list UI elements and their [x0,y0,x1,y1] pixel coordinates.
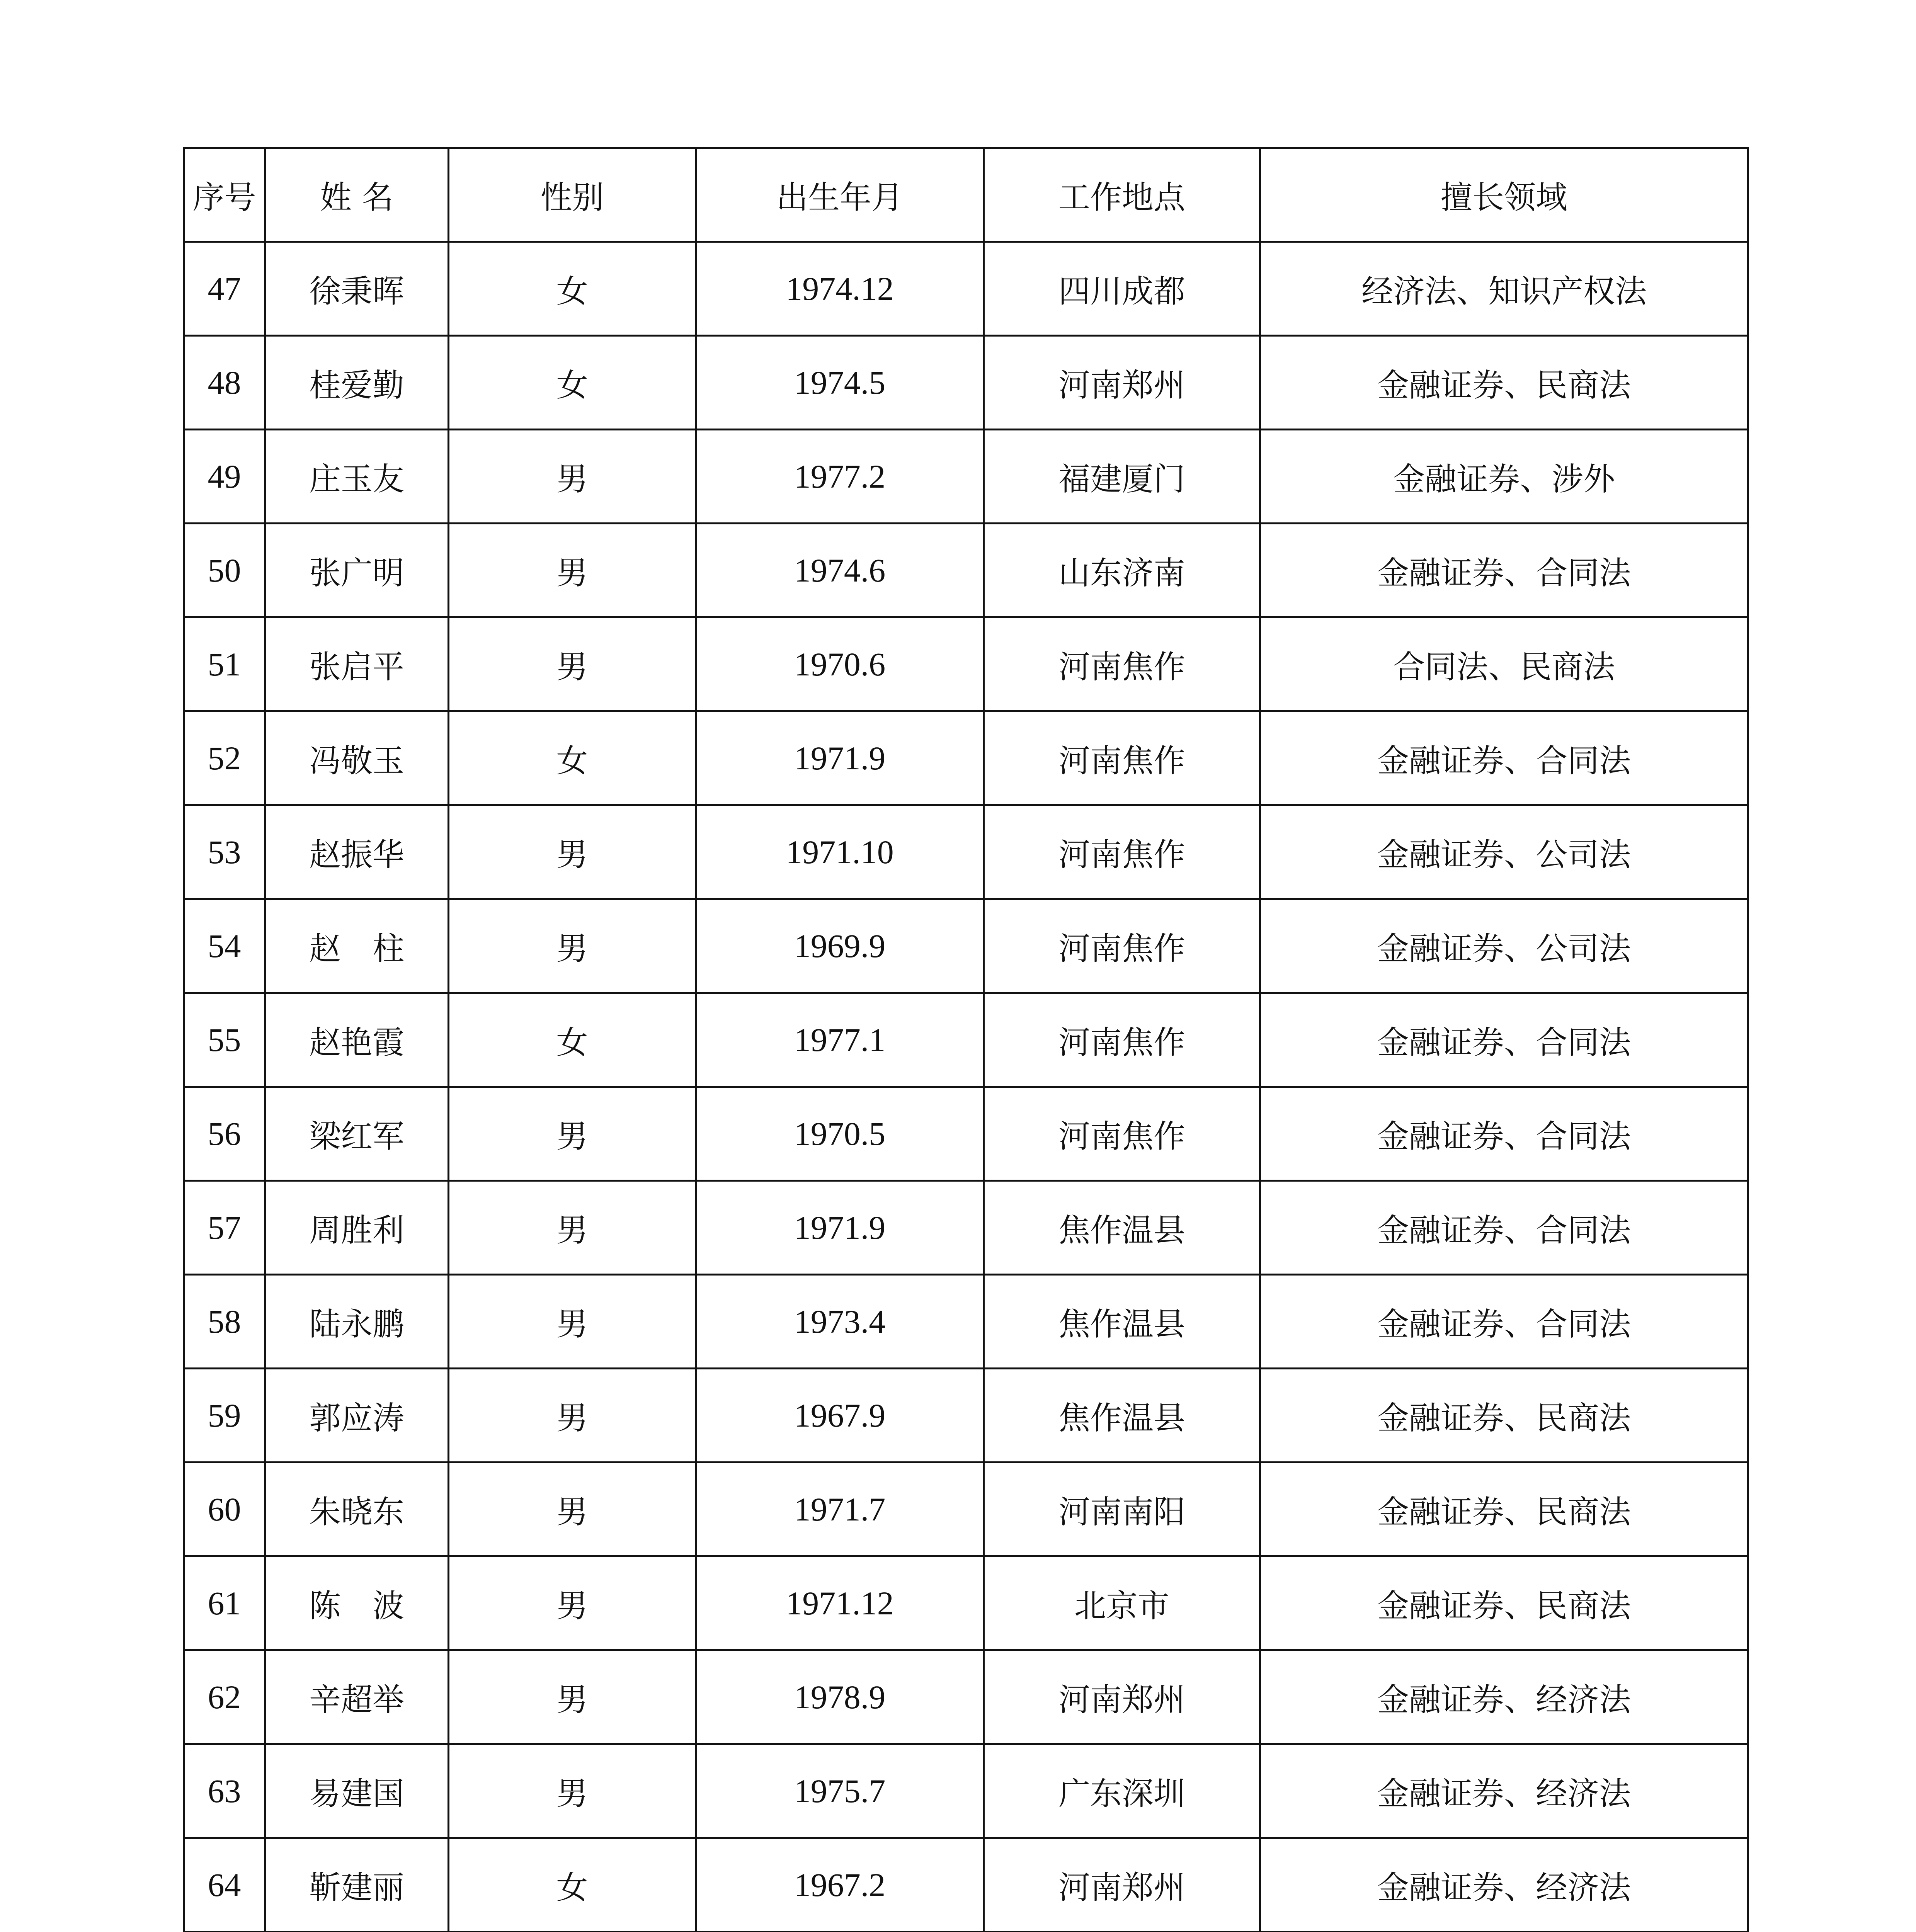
cell-index: 60 [184,1463,265,1556]
cell-gender: 女 [449,1838,696,1932]
cell-birth: 1971.9 [696,711,984,805]
cell-specialty: 金融证券、合同法 [1260,993,1748,1087]
cell-specialty: 金融证券、涉外 [1260,430,1748,524]
cell-specialty: 金融证券、合同法 [1260,524,1748,617]
cell-gender: 男 [449,1650,696,1744]
cell-name: 周胜利 [265,1181,449,1275]
table-row [184,1369,1748,1463]
cell-index: 53 [184,805,265,899]
cell-specialty: 经济法、知识产权法 [1260,242,1748,336]
cell-location: 山东济南 [984,524,1260,617]
cell-index: 54 [184,899,265,993]
cell-birth: 1971.9 [696,1181,984,1275]
cell-index: 49 [184,430,265,524]
cell-birth: 1977.2 [696,430,984,524]
cell-specialty: 金融证券、经济法 [1260,1744,1748,1838]
table-row [184,805,1748,899]
cell-specialty: 金融证券、合同法 [1260,1181,1748,1275]
table-row [184,430,1748,524]
cell-gender: 男 [449,805,696,899]
cell-location: 广东深圳 [984,1744,1260,1838]
cell-name: 赵振华 [265,805,449,899]
cell-index: 62 [184,1650,265,1744]
cell-specialty: 金融证券、经济法 [1260,1838,1748,1932]
cell-location: 河南南阳 [984,1463,1260,1556]
cell-name: 朱晓东 [265,1463,449,1556]
cell-index: 63 [184,1744,265,1838]
cell-specialty: 金融证券、公司法 [1260,899,1748,993]
cell-index: 55 [184,993,265,1087]
table-row [184,524,1748,617]
header-location: 工作地点 [984,148,1260,242]
cell-gender: 男 [449,524,696,617]
table-row [184,1275,1748,1369]
table-row [184,1744,1748,1838]
cell-specialty: 金融证券、民商法 [1260,1369,1748,1463]
cell-birth: 1974.12 [696,242,984,336]
cell-gender: 女 [449,993,696,1087]
cell-location: 河南焦作 [984,617,1260,711]
cell-gender: 男 [449,617,696,711]
cell-gender: 男 [449,1275,696,1369]
cell-location: 河南焦作 [984,805,1260,899]
cell-index: 58 [184,1275,265,1369]
header-birth: 出生年月 [696,148,984,242]
cell-name: 张启平 [265,617,449,711]
table-row [184,1556,1748,1650]
table-row [184,336,1748,430]
cell-birth: 1974.5 [696,336,984,430]
cell-index: 47 [184,242,265,336]
cell-name: 梁红军 [265,1087,449,1181]
cell-index: 59 [184,1369,265,1463]
cell-birth: 1978.9 [696,1650,984,1744]
cell-gender: 男 [449,1744,696,1838]
cell-name: 陈 波 [265,1556,449,1650]
cell-index: 56 [184,1087,265,1181]
header-row [184,148,1748,242]
table-row [184,1087,1748,1181]
cell-location: 焦作温县 [984,1369,1260,1463]
cell-name: 赵 柱 [265,899,449,993]
table-row [184,1181,1748,1275]
cell-birth: 1975.7 [696,1744,984,1838]
cell-specialty: 金融证券、公司法 [1260,805,1748,899]
cell-birth: 1971.10 [696,805,984,899]
cell-location: 河南郑州 [984,1838,1260,1932]
cell-gender: 男 [449,1463,696,1556]
cell-index: 57 [184,1181,265,1275]
cell-index: 61 [184,1556,265,1650]
cell-location: 河南焦作 [984,993,1260,1087]
header-specialty: 擅长领域 [1260,148,1748,242]
cell-name: 郭应涛 [265,1369,449,1463]
cell-specialty: 金融证券、经济法 [1260,1650,1748,1744]
cell-index: 48 [184,336,265,430]
cell-index: 64 [184,1838,265,1932]
cell-gender: 男 [449,1556,696,1650]
table-row [184,1650,1748,1744]
cell-gender: 男 [449,430,696,524]
cell-location: 焦作温县 [984,1181,1260,1275]
cell-name: 徐秉晖 [265,242,449,336]
cell-name: 张广明 [265,524,449,617]
cell-location: 福建厦门 [984,430,1260,524]
cell-name: 桂爱勤 [265,336,449,430]
cell-index: 50 [184,524,265,617]
cell-birth: 1967.9 [696,1369,984,1463]
table-row [184,899,1748,993]
cell-index: 51 [184,617,265,711]
cell-birth: 1971.12 [696,1556,984,1650]
cell-name: 陆永鹏 [265,1275,449,1369]
cell-birth: 1973.4 [696,1275,984,1369]
cell-name: 冯敬玉 [265,711,449,805]
table-row [184,242,1748,336]
cell-location: 北京市 [984,1556,1260,1650]
cell-specialty: 金融证券、合同法 [1260,1275,1748,1369]
table-row [184,993,1748,1087]
cell-location: 四川成都 [984,242,1260,336]
cell-specialty: 金融证券、合同法 [1260,711,1748,805]
cell-name: 易建国 [265,1744,449,1838]
cell-birth: 1974.6 [696,524,984,617]
cell-location: 河南焦作 [984,711,1260,805]
cell-location: 河南焦作 [984,899,1260,993]
cell-location: 河南焦作 [984,1087,1260,1181]
cell-gender: 女 [449,336,696,430]
cell-gender: 男 [449,1087,696,1181]
cell-birth: 1967.2 [696,1838,984,1932]
cell-gender: 女 [449,242,696,336]
cell-gender: 女 [449,711,696,805]
table-row [184,1463,1748,1556]
roster-body [184,242,1748,1932]
cell-name: 辛超举 [265,1650,449,1744]
header-name: 姓 名 [265,148,449,242]
table-row [184,1838,1748,1932]
cell-gender: 男 [449,1181,696,1275]
header-index: 序号 [184,148,265,242]
cell-gender: 男 [449,899,696,993]
cell-location: 焦作温县 [984,1275,1260,1369]
cell-gender: 男 [449,1369,696,1463]
table-row [184,617,1748,711]
cell-name: 靳建丽 [265,1838,449,1932]
cell-specialty: 合同法、民商法 [1260,617,1748,711]
header-gender: 性别 [449,148,696,242]
cell-specialty: 金融证券、民商法 [1260,336,1748,430]
roster-table [183,147,1749,1932]
cell-birth: 1970.5 [696,1087,984,1181]
cell-name: 庄玉友 [265,430,449,524]
cell-specialty: 金融证券、合同法 [1260,1087,1748,1181]
cell-birth: 1969.9 [696,899,984,993]
cell-location: 河南郑州 [984,336,1260,430]
table-row [184,711,1748,805]
cell-specialty: 金融证券、民商法 [1260,1463,1748,1556]
cell-name: 赵艳霞 [265,993,449,1087]
cell-birth: 1971.7 [696,1463,984,1556]
cell-birth: 1977.1 [696,993,984,1087]
cell-index: 52 [184,711,265,805]
cell-birth: 1970.6 [696,617,984,711]
cell-specialty: 金融证券、民商法 [1260,1556,1748,1650]
cell-location: 河南郑州 [984,1650,1260,1744]
